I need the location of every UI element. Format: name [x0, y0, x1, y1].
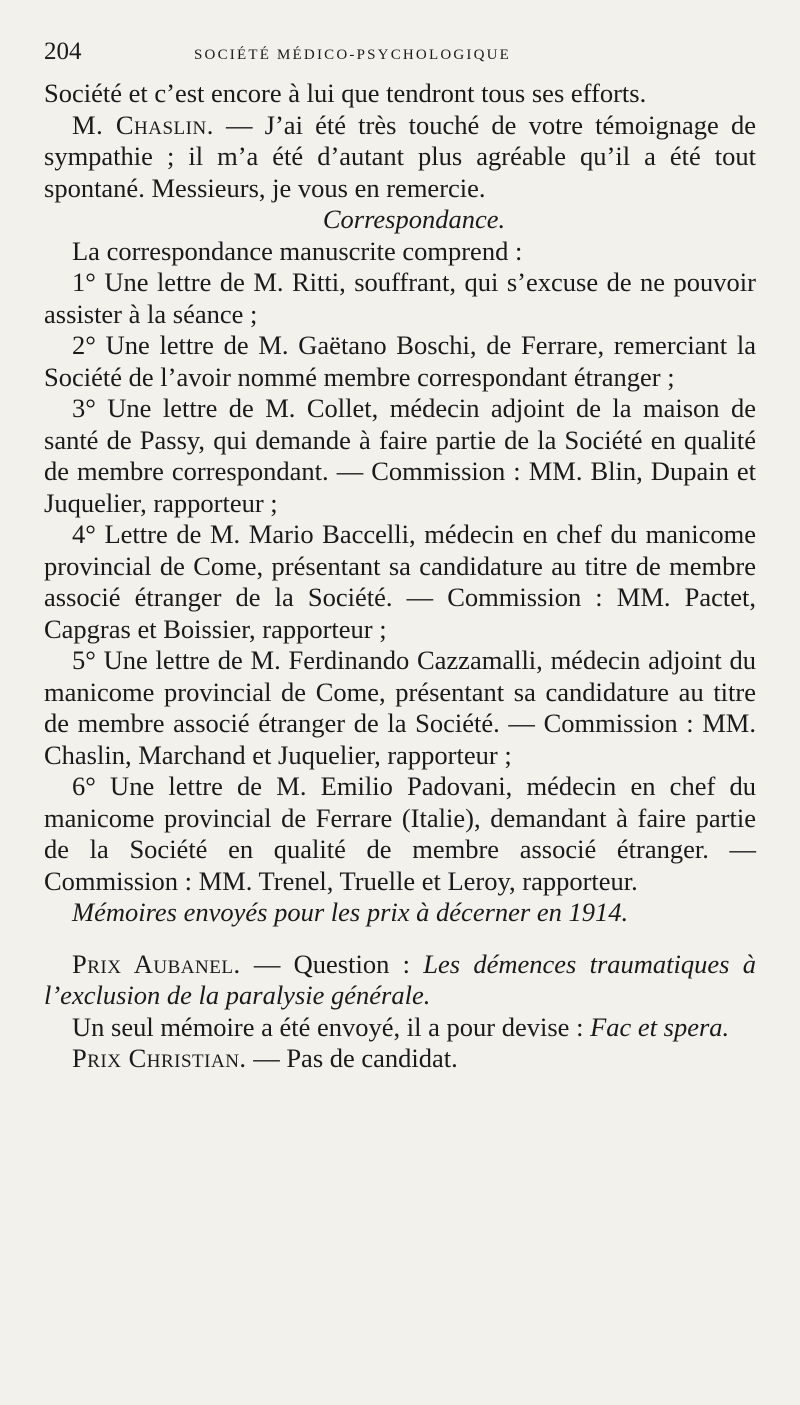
running-title: SOCIÉTÉ MÉDICO-PSYCHOLOGIQUE: [194, 47, 512, 63]
memoire-devise: Fac et spera.: [590, 1011, 730, 1042]
memoire-text: Un seul mémoire a été envoyé, il a pour devise :: [72, 1011, 591, 1042]
speaker-name: M. Chaslin.: [72, 109, 214, 140]
body-text: [44, 78, 756, 1075]
prix-aubanel-question: — Question :: [240, 948, 424, 979]
list-item: 3° Une lettre de M. Collet, médecin adjoint de la maison de santé de Passy, qui demande à faire partie de la Société en qualité de membre correspondant. — Commission : MM. Blin, Dupain et Juquelier, rapporteur ;: [44, 393, 756, 518]
section-heading-correspondance: Correspondance.: [322, 204, 506, 234]
list-item: 1° Une lettre de M. Ritti, souffrant, qui s’excuse de ne pouvoir assister à la séance ;: [44, 267, 756, 329]
paragraph-chaslin: [44, 110, 756, 205]
speaker-text: — J’ai été très touché de votre témoignage de sympathie ; il m’a été d’autant plus agréable qu’il a été tout spontané. Messieurs, je vous en remercie.: [44, 109, 756, 203]
correspondence-intro: La correspondance manuscrite comprend :: [72, 235, 523, 266]
list-item: 5° Une lettre de M. Ferdinando Cazzamalli, médecin adjoint du manicome provincial de Come, présentant sa candidature au titre de membre associé étranger de la Société. — Commission : MM. Chaslin, Marchand et Juquelier, rapporteur ;: [44, 645, 756, 770]
paragraph-continuation: Société et c’est encore à lui que tendront tous ses efforts.: [44, 78, 647, 108]
section-heading-memoires: Mémoires envoyés pour les prix à décerner en 1914.: [72, 897, 629, 927]
page-number: 204: [44, 38, 82, 65]
running-header: [44, 38, 756, 78]
prix-christian-text: — Pas de candidat.: [246, 1043, 458, 1073]
list-item: 6° Une lettre de M. Emilio Padovani, médecin en chef du manicome provincial de Ferrare (Italie), demandant à faire partie de la Société en qualité de membre associé étranger. — Commission : MM. Trenel, Truelle et Leroy, rapporteur.: [44, 771, 756, 896]
paragraph-prix-christian: [44, 1043, 756, 1075]
list-item: 4° Lettre de M. Mario Baccelli, médecin en chef du manicome provincial de Come, présentant sa candidature au titre de membre associé étranger de la Société. — Commission : MM. Pactet, Capgras et Boissier, rapporteur ;: [44, 519, 756, 644]
prix-aubanel-topic: Les démences traumatiques à l’exclusion de la paralysie générale.: [44, 948, 756, 1010]
prix-christian-name: Prix Christian.: [72, 1043, 247, 1073]
paragraph-prix-aubanel: [44, 949, 756, 1012]
paragraph-memoire: [44, 1012, 756, 1044]
list-item: 2° Une lettre de M. Gaëtano Boschi, de Ferrare, remerciant la Société de l’avoir nommé membre correspondant étranger ;: [44, 330, 756, 392]
spacer: [44, 929, 756, 949]
prix-aubanel-name: Prix Aubanel.: [72, 948, 241, 979]
